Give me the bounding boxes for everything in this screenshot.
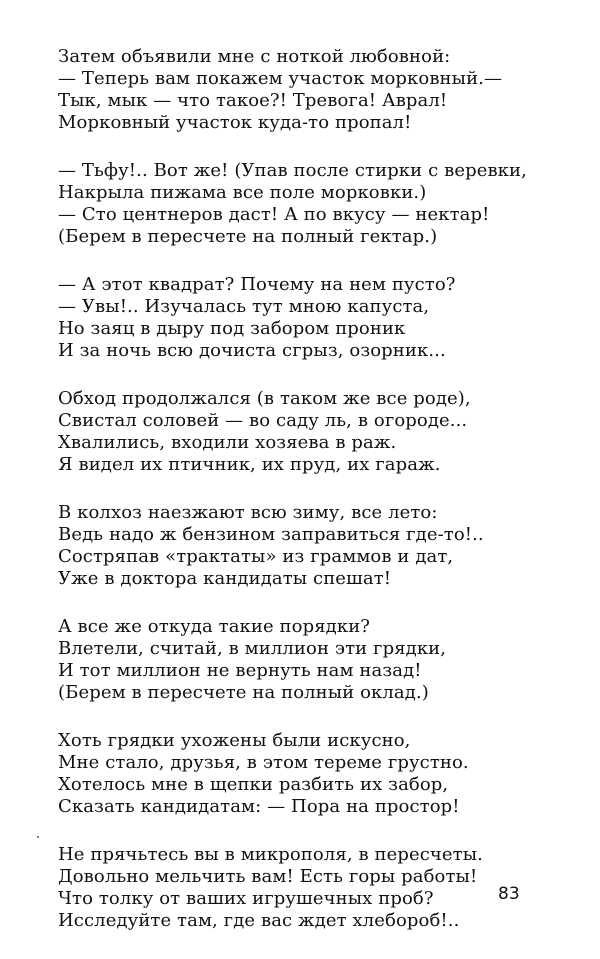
poem-line: И за ночь всю дочиста сгрыз, озорник... [58,340,446,361]
stanza-8 [58,844,528,932]
poem-line: Довольно мельчить вам! Есть горы работы! [58,866,478,887]
stanza-1 [58,46,528,134]
poem-line: Сказать кандидатам: — Пора на простор! [58,796,460,817]
poem-line: Я видел их птичник, их пруд, их гараж. [58,454,441,475]
poem-line: Состряпав «трактаты» из граммов и дат, [58,546,454,567]
poem-line: Хотелось мне в щепки разбить их забор, [58,774,449,795]
poem-line: Свистал соловей — во саду ль, в огороде... [58,410,468,431]
poem-line: (Берем в пересчете на полный оклад.) [58,682,429,703]
poem-line: — Сто центнеров даст! А по вкусу — нектар! [58,204,490,225]
poem-line: Хвалились, входили хозяева в раж. [58,432,397,453]
stanza-4 [58,388,528,476]
poem-line: Обход продолжался (в таком же все роде), [58,388,471,409]
stanza-2 [58,160,528,248]
poem-line: — А этот квадрат? Почему на нем пусто? [58,274,456,295]
poem-line: Влетели, считай, в миллион эти грядки, [58,638,447,659]
poem-line: Что толку от ваших игрушечных проб? [58,888,434,909]
poem-line: Уже в доктора кандидаты спешат! [58,568,392,589]
poem-line: — Увы!.. Изучалась тут мною капуста, [58,296,430,317]
stanza-3 [58,274,528,362]
poem-line: Хоть грядки ухожены были искусно, [58,730,411,751]
poem-line: А все же откуда такие порядки? [58,616,371,637]
poem-line: Ведь надо ж бензином заправиться где-то!.. [58,524,484,545]
poem-line: — Теперь вам покажем участок морковный.— [58,68,503,89]
poem-line: Мне стало, друзья, в этом тереме грустно. [58,752,469,773]
poem-line: (Берем в пересчете на полный гектар.) [58,226,438,247]
poem-line: В колхоз наезжают всю зиму, все лето: [58,502,438,523]
print-speck [37,836,39,838]
poem-line: — Тьфу!.. Вот же! (Упав после стирки с веревки, [58,160,527,181]
poem-line: Не прячьтесь вы в микрополя, в пересчеты. [58,844,483,865]
poem-line: Тык, мык — что такое?! Тревога! Аврал! [58,90,448,111]
page-number: 83 [498,884,520,904]
poem-line: Но заяц в дыру под забором проник [58,318,406,339]
poem-text [58,46,528,958]
stanza-7 [58,730,528,818]
poem-line: Накрыла пижама все поле морковки.) [58,182,427,203]
poem-line: Морковный участок куда-то пропал! [58,112,412,133]
stanza-6 [58,616,528,704]
stanza-5 [58,502,528,590]
poem-line: И тот миллион не вернуть нам назад! [58,660,422,681]
poem-line: Исследуйте там, где вас ждет хлебороб!.. [58,910,460,931]
poem-line: Затем объявили мне с ноткой любовной: [58,46,451,67]
